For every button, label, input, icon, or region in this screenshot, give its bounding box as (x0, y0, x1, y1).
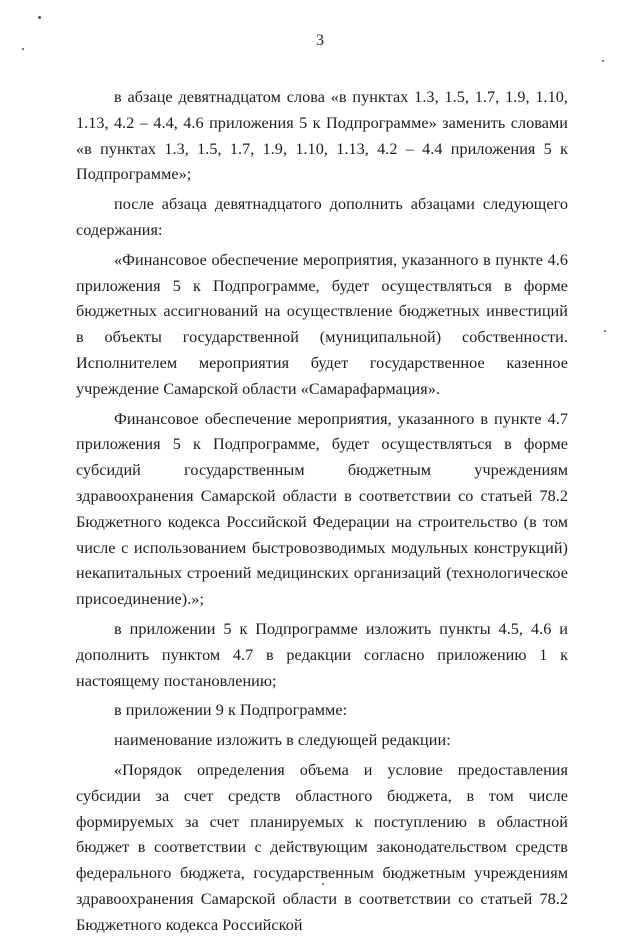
paragraph-procedure-title: «Порядок определения объема и условие предоставления субсидии за счет средств областного бюджета, в том числе формируемых за счет планируемых к поступлению в областной бюджет в соответствии с действующим законодательством средств федерального бюджета, государственным бюджетным учреждениям здравоохранения Самарской области в соответствии со статьей 78.2 Бюджетного кодекса Российской (76, 760, 568, 934)
paragraph-title-change: наименование изложить в следующей редакции: (114, 731, 451, 750)
page-number: 3 (316, 32, 324, 49)
scan-speck (38, 16, 41, 19)
scan-speck (602, 60, 604, 62)
document-body (76, 85, 568, 939)
paragraph-appendix-9: в приложении 9 к Подпрограмме: (114, 701, 348, 720)
paragraph-replace-words: в абзаце девятнадцатом слова «в пунктах 1.3, 1.5, 1.7, 1.9, 1.10, 1.13, 4.2 – 4.4, 4.6 приложения 5 к Подпрограмме» заменить словами «в пунктах 1.3, 1.5, 1.7, 1.9, 1.10, 1.13, 4.2 – 4.4 приложения 5 к Подпрограмме»; (76, 88, 568, 184)
scan-speck (604, 330, 606, 332)
paragraph-appendix-5: в приложении 5 к Подпрограмме изложить пункты 4.5, 4.6 и дополнить пунктом 4.7 в редакции согласно приложению 1 к настоящему постановлению; (76, 619, 568, 690)
paragraph-financing-4-6: «Финансовое обеспечение мероприятия, указанного в пункте 4.6 приложения 5 к Подпрограмме, будет осуществляться в форме бюджетных ассигнований на осуществление бюджетных инвестиций в объекты государственной (муниципальной) собственности. Исполнителем мероприятия будет государственное казенное учреждение Самарской области «Самарафармация». (76, 250, 568, 398)
paragraph-add-paragraphs: после абзаца девятнадцатого дополнить абзацами следующего содержания: (76, 195, 568, 239)
paragraph-financing-4-7: Финансовое обеспечение мероприятия, указанного в пункте 4.7 приложения 5 к Подпрограмме, будет осуществляться в форме субсидий государственным бюджетным учреждениям здравоохранения Самарской области в соответствии со статьей 78.2 Бюджетного кодекса Российской Федерации на строительство (в том числе с использованием быстровозводимых модульных конструкций) некапитальных строений медицинских организаций (технологическое присоединение).»; (76, 409, 568, 609)
